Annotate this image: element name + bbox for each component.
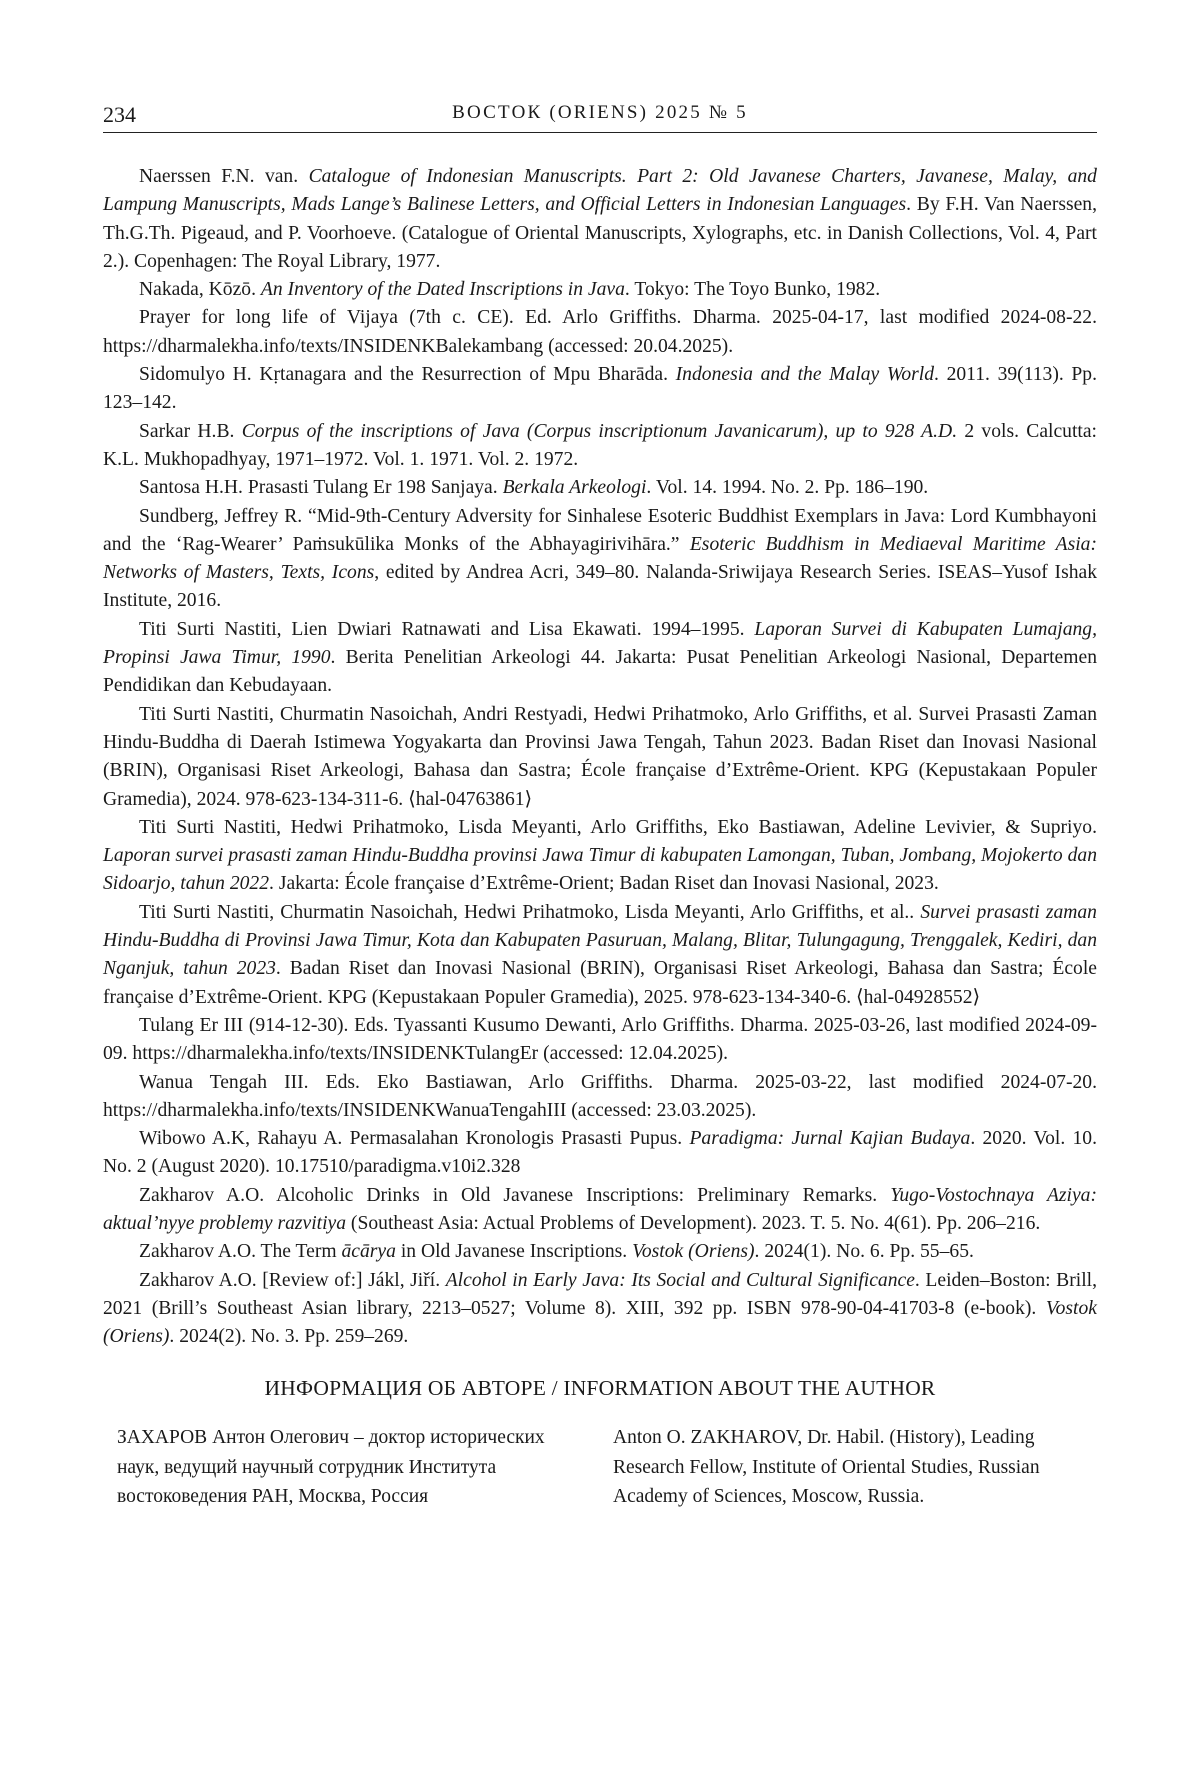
- reference-title: An Inventory of the Dated Inscriptions in Java: [260, 279, 625, 301]
- reference-title: Survei prasasti zaman Hindu-Buddha di Provinsi Jawa Timur, Kota dan Kabupaten Pasuruan, Malang, Blitar, Tulungagung, Trenggalek, Kediri, dan Nganjuk, tahun 2023: [103, 901, 1097, 980]
- reference-entry: [103, 1069, 1097, 1126]
- author-info-heading: ИНФОРМАЦИЯ ОБ АВТОРЕ / INFORMATION ABOUT THE AUTHOR: [264, 1376, 936, 1401]
- reference-entry: [103, 616, 1097, 701]
- reference-text: . Berita Penelitian Arkeologi 44. Jakarta: Pusat Penelitian Arkeologi Nasional, Departemen Pendidikan dan Kebudayaan.: [103, 647, 1097, 697]
- reference-text: Wanua Tengah III. Eds. Eko Bastiawan, Arlo Griffiths. Dharma. 2025-03-22, last modified 2024-07-20. https://dharmalekha.info/texts/INSIDENKWanuaTengahIII (accessed: 23.03.2025).: [103, 1071, 1097, 1121]
- reference-entry: [103, 701, 1097, 814]
- reference-list: [103, 163, 1097, 1351]
- page-number: 234: [103, 102, 136, 127]
- reference-title: Vostok (Oriens): [632, 1241, 755, 1263]
- reference-entry: [103, 1125, 1097, 1182]
- reference-title: Laporan survei prasasti zaman Hindu-Buddha provinsi Jawa Timur di kabupaten Lamongan, Tuban, Jombang, Mojokerto dan Sidoarjo, tahun 2022: [103, 845, 1097, 895]
- reference-text: Sarkar H.B.: [139, 420, 242, 442]
- journal-title: ВОСТОК (ORIENS) 2025 № 5: [452, 102, 748, 123]
- reference-entry: [103, 814, 1097, 899]
- reference-entry: [103, 1182, 1097, 1239]
- reference-text: Sidomulyo H. Kṛtanagara and the Resurrection of Mpu Bharāda.: [139, 364, 676, 386]
- reference-text: Titi Surti Nastiti, Lien Dwiari Ratnawati and Lisa Ekawati. 1994–1995.: [139, 618, 755, 640]
- reference-title: Paradigma: Jurnal Kajian Budaya: [689, 1128, 971, 1150]
- reference-title: Berkala Arkeologi: [502, 477, 647, 499]
- reference-entry: [103, 163, 1097, 276]
- author-info-english: Anton O. ZAKHAROV, Dr. Habil. (History), Leading Research Fellow, Institute of Oriental Studies, Russian Academy of Sciences, Moscow, Russia.: [613, 1427, 1040, 1508]
- reference-title: ācārya: [341, 1241, 396, 1263]
- reference-title: Esoteric Buddhism in Mediaeval Maritime Asia: Networks of Masters, Texts, Icons: [103, 533, 1097, 584]
- reference-text: Prayer for long life of Vijaya (7th c. CE). Ed. Arlo Griffiths. Dharma. 2025-04-17, last modified 2024-08-22. https://dharmalekha.info/texts/INSIDENKBalekambang (accessed: 20.04.2025).: [103, 307, 1097, 357]
- reference-title: Yugo-Vostochnaya Aziya: aktual’nyye problemy razvitiya: [103, 1184, 1098, 1234]
- running-header: [103, 96, 1097, 133]
- reference-text: Nakada, Kōzō.: [139, 279, 261, 301]
- reference-text: (Southeast Asia: Actual Problems of Development). 2023. T. 5. No. 4(61). Pp. 206–216.: [346, 1212, 1041, 1234]
- reference-text: . Leiden–Boston: Brill, 2021 (Brill’s Southeast Asian library, 2213–0527; Volume 8). XIII, 392 pp. ISBN 978-90-04-41703-8 (e-book).: [103, 1269, 1097, 1319]
- reference-text: . 2020. Vol. 10. No. 2 (August 2020). 10.17510/paradigma.v10i2.328: [103, 1128, 1098, 1178]
- reference-title: Catalogue of Indonesian Manuscripts. Part 2: Old Javanese Charters, Javanese, Malay, and Lampung Manuscripts, Mads Lange’s Balinese Letters, and Official Letters in Indonesian Languages: [103, 166, 1097, 216]
- reference-text: Tulang Er III (914-12-30). Eds. Tyassanti Kusumo Dewanti, Arlo Griffiths. Dharma. 2025-03-26, last modified 2024-09-09. https://dharmalekha.info/texts/INSIDENKTulangEr (accessed: 12.04.2025).: [103, 1014, 1097, 1065]
- reference-entry: [103, 361, 1097, 418]
- reference-text: Santosa H.H. Prasasti Tulang Er 198 Sanjaya.: [139, 477, 503, 499]
- author-info: [103, 1423, 1097, 1583]
- reference-entry: [103, 1267, 1097, 1352]
- reference-entry: [103, 503, 1097, 616]
- page: [103, 96, 1097, 1583]
- reference-text: Zakharov A.O. Alcoholic Drinks in Old Javanese Inscriptions: Preliminary Remarks.: [139, 1184, 891, 1206]
- reference-entry: [103, 1238, 1097, 1266]
- reference-text: . Jakarta: École française d’Extrême-Orient; Badan Riset dan Inovasi Nasional, 2023.: [269, 873, 939, 895]
- reference-text: Wibowo A.K, Rahayu A. Permasalahan Kronologis Prasasti Pupus.: [139, 1128, 690, 1150]
- reference-text: Naerssen F.N. van.: [139, 166, 309, 187]
- reference-text: Titi Surti Nastiti, Churmatin Nasoichah, Andri Restyadi, Hedwi Prihatmoko, Arlo Griffiths, et al. Survei Prasasti Zaman Hindu-Buddha di Daerah Istimewa Yogyakarta dan Provinsi Jawa Tengah, Tahun 2023. Badan Riset dan Inovasi Nasional (BRIN), Organisasi Riset Arkeologi, Bahasa dan Sastra; École française d’Extrême-Orient. KPG (Kepustakaan Populer Gramedia), 2024. 978-623-134-311-6. ⟨hal-04763861⟩: [103, 703, 1097, 810]
- reference-text: . 2024(1). No. 6. Pp. 55–65.: [754, 1241, 974, 1263]
- reference-title: Corpus of the inscriptions of Java (Corpus inscriptionum Javanicarum), up to 928 A.D.: [241, 420, 958, 442]
- reference-title: Alcohol in Early Java: Its Social and Cultural Significance: [445, 1269, 915, 1291]
- reference-entry: [103, 474, 1097, 502]
- reference-entry: [103, 276, 1097, 304]
- reference-text: . By F.H. Van Naerssen, Th.G.Th. Pigeaud, and P. Voorhoeve. (Catalogue of Oriental Manuscripts, Xylographs, etc. in Danish Collections, Vol. 4, Part 2.). Copenhagen: The Royal Library, 1977.: [103, 194, 1098, 272]
- reference-text: in Old Javanese Inscriptions.: [395, 1241, 633, 1263]
- reference-title: Vostok (Oriens): [103, 1297, 1097, 1348]
- reference-text: Titi Surti Nastiti, Hedwi Prihatmoko, Lisda Meyanti, Arlo Griffiths, Eko Bastiawan, Adeline Levivier, & Supriyo.: [139, 816, 1097, 838]
- reference-text: Titi Surti Nastiti, Churmatin Nasoichah, Hedwi Prihatmoko, Lisda Meyanti, Arlo Griffiths, et al..: [139, 901, 921, 923]
- reference-entry: [103, 418, 1097, 475]
- reference-text: Sundberg, Jeffrey R. “Mid-9th-Century Adversity for Sinhalese Esoteric Buddhist Exemplars in Java: Lord Kumbhayoni and the ‘Rag-Wearer’ Paṁsukūlika Monks of the Abhayagirivihāra.”: [103, 505, 1097, 555]
- reference-text: . Vol. 14. 1994. No. 2. Pp. 186–190.: [646, 477, 929, 499]
- reference-title: Indonesia and the Malay World: [675, 364, 935, 386]
- reference-text: Zakharov A.O. The Term: [139, 1241, 342, 1263]
- reference-entry: [103, 304, 1097, 361]
- reference-text: . 2011. 39(113). Pp. 123–142.: [103, 364, 1098, 414]
- reference-text: 2 vols. Calcutta: K.L. Mukhopadhyay, 1971–1972. Vol. 1. 1971. Vol. 2. 1972.: [103, 420, 1097, 470]
- reference-text: Zakharov A.O. [Review of:] Jákl, Jiří.: [139, 1269, 446, 1291]
- reference-text: . Tokyo: The Toyo Bunko, 1982.: [624, 279, 881, 301]
- reference-entry: [103, 899, 1097, 1012]
- author-info-russian: ЗАХАРОВ Антон Олегович – доктор исторических наук, ведущий научный сотрудник Института востоковедения РАН, Москва, Россия: [117, 1427, 545, 1508]
- reference-title: Laporan Survei di Kabupaten Lumajang, Propinsi Jawa Timur, 1990: [103, 618, 1097, 669]
- reference-text: , edited by Andrea Acri, 349–80. Nalanda-Sriwijaya Research Series. ISEAS–Yusof Ishak Institute, 2016.: [103, 562, 1097, 612]
- reference-text: . 2024(2). No. 3. Pp. 259–269.: [169, 1326, 409, 1348]
- reference-text: . Badan Riset dan Inovasi Nasional (BRIN), Organisasi Riset Arkeologi, Bahasa dan Sastra; École française d’Extrême-Orient. KPG (Kepustakaan Populer Gramedia), 2025. 978-623-134-340-6. ⟨hal-04928552⟩: [103, 958, 1097, 1008]
- reference-entry: [103, 1012, 1097, 1069]
